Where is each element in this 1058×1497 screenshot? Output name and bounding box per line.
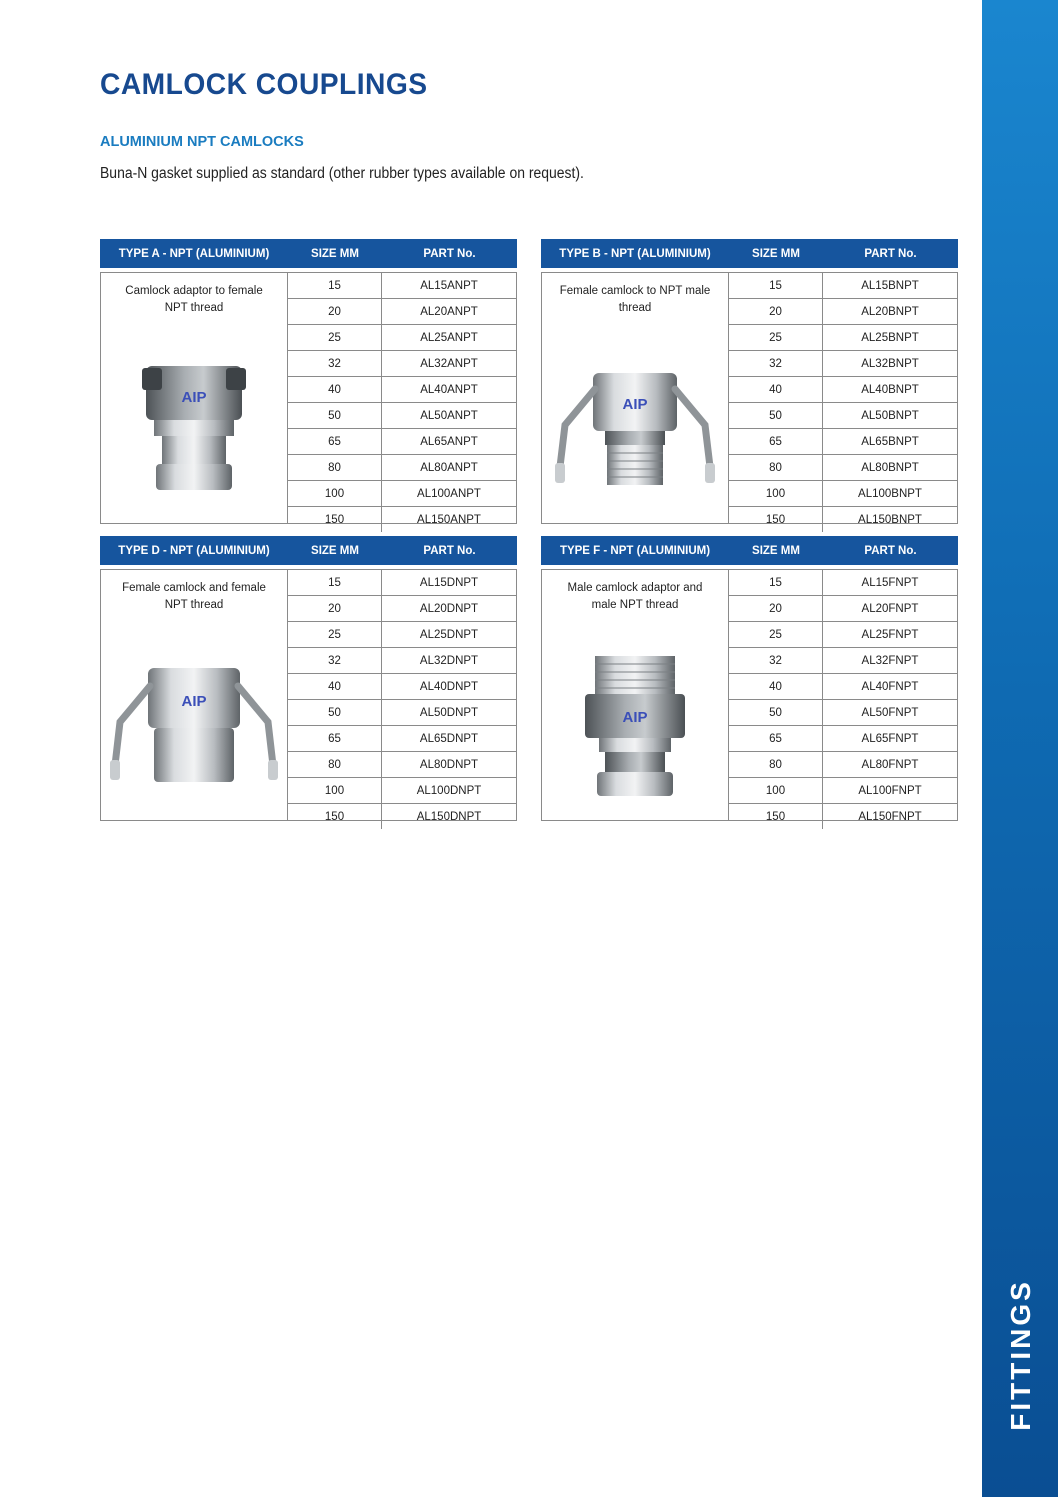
part-cell: AL150ANPT [417,513,481,526]
table-row [729,351,957,377]
size-cell: 150 [729,804,823,830]
part-cell: AL80FNPT [823,752,958,778]
camlock-type-a-icon [101,355,287,505]
size-cell: 32 [729,648,823,674]
table-row [729,700,957,726]
part-cell: AL100ANPT [382,481,517,507]
size-cell: 20 [288,596,382,622]
product-description: Female camlock and female NPT thread [122,582,266,611]
side-label: FITTINGS [1005,1279,1036,1431]
product-description: Female camlock to NPT male thread [559,285,711,314]
size-cell: 65 [288,726,382,752]
size-cell: 80 [288,752,382,778]
size-cell: 50 [288,403,382,429]
table-row [729,403,957,429]
size-cell: 65 [729,726,823,752]
size-header: SIZE MM [311,247,359,260]
part-header: PART No. [423,544,476,557]
type-header: TYPE B - NPT (ALUMINIUM) [559,247,711,260]
table-row [729,752,957,778]
part-cell: AL150BNPT [858,513,922,526]
size-cell: 20 [729,596,823,622]
part-cell: AL40BNPT [823,377,958,403]
size-cell: 150 [729,507,823,533]
table-row [288,455,516,481]
size-cell: 150 [288,507,382,533]
svg-text:AIP: AIP [622,709,648,726]
size-cell: 80 [729,455,823,481]
part-cell: AL15ANPT [382,273,517,299]
size-cell: 40 [288,674,382,700]
table-row [288,325,516,351]
table-row [288,481,516,507]
size-cell: 25 [729,325,823,351]
size-header: SIZE MM [752,247,800,260]
size-cell: 80 [288,455,382,481]
table-row [288,648,516,674]
part-cell: AL25FNPT [823,622,958,648]
part-cell: AL50BNPT [823,403,958,429]
table-row [729,674,957,700]
size-cell: 65 [288,429,382,455]
intro-text: Buna-N gasket supplied as standard (other rubber types available on request). [100,165,584,182]
size-header: SIZE MM [752,544,800,557]
size-cell: 20 [729,299,823,325]
part-cell: AL100DNPT [382,778,517,804]
table-row [288,377,516,403]
table-row [288,752,516,778]
part-cell: AL40ANPT [382,377,517,403]
size-cell: 32 [729,351,823,377]
part-cell: AL80DNPT [382,752,517,778]
table-row [288,403,516,429]
product-body [100,569,517,821]
table-row [729,429,957,455]
table-row [729,622,957,648]
part-cell: AL32BNPT [823,351,958,377]
part-cell: AL65FNPT [823,726,958,752]
size-cell: 150 [288,804,382,830]
table-row [288,804,516,830]
part-cell: AL15DNPT [382,570,517,596]
size-cell: 15 [729,570,823,596]
type-header: TYPE F - NPT (ALUMINIUM) [559,544,711,557]
svg-text:AIP: AIP [181,389,207,406]
product-description-cell [101,570,288,820]
product-body [541,569,958,821]
size-cell: 40 [288,377,382,403]
size-cell: 40 [729,377,823,403]
size-cell: 40 [729,674,823,700]
part-cell: AL20BNPT [823,299,958,325]
part-cell: AL150DNPT [416,810,482,823]
size-cell: 100 [288,481,382,507]
camlock-type-f-icon [542,652,728,802]
product-header [100,536,517,565]
table-row [729,778,957,804]
size-cell: 100 [288,778,382,804]
size-cell: 15 [288,273,382,299]
part-cell: AL65DNPT [382,726,517,752]
part-cell: AL100BNPT [823,481,958,507]
size-cell: 25 [288,325,382,351]
svg-text:AIP: AIP [181,693,207,710]
product-description-cell [542,273,729,523]
table-row [729,481,957,507]
part-cell: AL25BNPT [823,325,958,351]
part-cell: AL15BNPT [823,273,958,299]
size-cell: 50 [288,700,382,726]
product-type-d [100,536,517,821]
table-row [288,570,516,596]
page-title: CAMLOCK COUPLINGS [100,68,428,101]
table-row [729,507,957,533]
table-row [729,455,957,481]
part-header: PART No. [864,544,917,557]
product-type-a [100,239,517,524]
part-cell: AL65ANPT [382,429,517,455]
camlock-type-b-icon [542,355,728,505]
table-row [288,273,516,299]
table-row [288,778,516,804]
part-cell: AL40FNPT [823,674,958,700]
part-cell: AL50ANPT [382,403,517,429]
size-cell: 80 [729,752,823,778]
part-cell: AL25ANPT [382,325,517,351]
size-cell: 25 [729,622,823,648]
table-row [288,351,516,377]
size-cell: 25 [288,622,382,648]
size-cell: 20 [288,299,382,325]
size-cell: 32 [288,351,382,377]
size-part-table [288,273,516,532]
size-cell: 100 [729,481,823,507]
product-type-f [541,536,958,821]
type-header: TYPE D - NPT (ALUMINIUM) [118,544,270,557]
size-cell: 65 [729,429,823,455]
size-cell: 32 [288,648,382,674]
table-row [729,804,957,830]
product-body [100,272,517,524]
product-description: Male camlock adaptor and male NPT thread [567,582,703,611]
size-cell: 100 [729,778,823,804]
table-row [288,507,516,533]
part-cell: AL20FNPT [823,596,958,622]
table-row [288,429,516,455]
size-part-table [729,570,957,829]
section-title: ALUMINIUM NPT CAMLOCKS [100,134,304,150]
table-row [288,622,516,648]
size-part-table [288,570,516,829]
part-cell: AL80BNPT [823,455,958,481]
product-header [100,239,517,268]
part-cell: AL15FNPT [823,570,958,596]
side-bar [982,0,1058,1497]
camlock-type-d-icon [101,652,287,802]
table-row [288,596,516,622]
product-header [541,536,958,565]
product-description-cell [101,273,288,523]
part-cell: AL20ANPT [382,299,517,325]
part-cell: AL65BNPT [823,429,958,455]
table-row [729,726,957,752]
part-header: PART No. [864,247,917,260]
part-cell: AL50DNPT [382,700,517,726]
part-cell: AL50FNPT [823,700,958,726]
table-row [729,299,957,325]
product-description: Camlock adaptor to female NPT thread [125,285,263,314]
size-header: SIZE MM [311,544,359,557]
table-row [729,377,957,403]
part-cell: AL40DNPT [382,674,517,700]
part-cell: AL32ANPT [382,351,517,377]
part-cell: AL150FNPT [858,810,922,823]
part-cell: AL32FNPT [823,648,958,674]
size-cell: 15 [729,273,823,299]
table-row [288,726,516,752]
table-row [729,596,957,622]
part-cell: AL32DNPT [382,648,517,674]
table-row [288,700,516,726]
size-cell: 50 [729,700,823,726]
svg-text:AIP: AIP [622,396,648,413]
table-row [729,648,957,674]
product-type-b [541,239,958,524]
table-row [288,299,516,325]
type-header: TYPE A - NPT (ALUMINIUM) [118,247,270,260]
product-body [541,272,958,524]
part-cell: AL20DNPT [382,596,517,622]
part-header: PART No. [423,247,476,260]
part-cell: AL25DNPT [382,622,517,648]
table-row [729,325,957,351]
part-cell: AL80ANPT [382,455,517,481]
size-part-table [729,273,957,532]
table-row [729,570,957,596]
table-row [729,273,957,299]
size-cell: 50 [729,403,823,429]
table-row [288,674,516,700]
product-header [541,239,958,268]
part-cell: AL100FNPT [823,778,958,804]
product-description-cell [542,570,729,820]
size-cell: 15 [288,570,382,596]
